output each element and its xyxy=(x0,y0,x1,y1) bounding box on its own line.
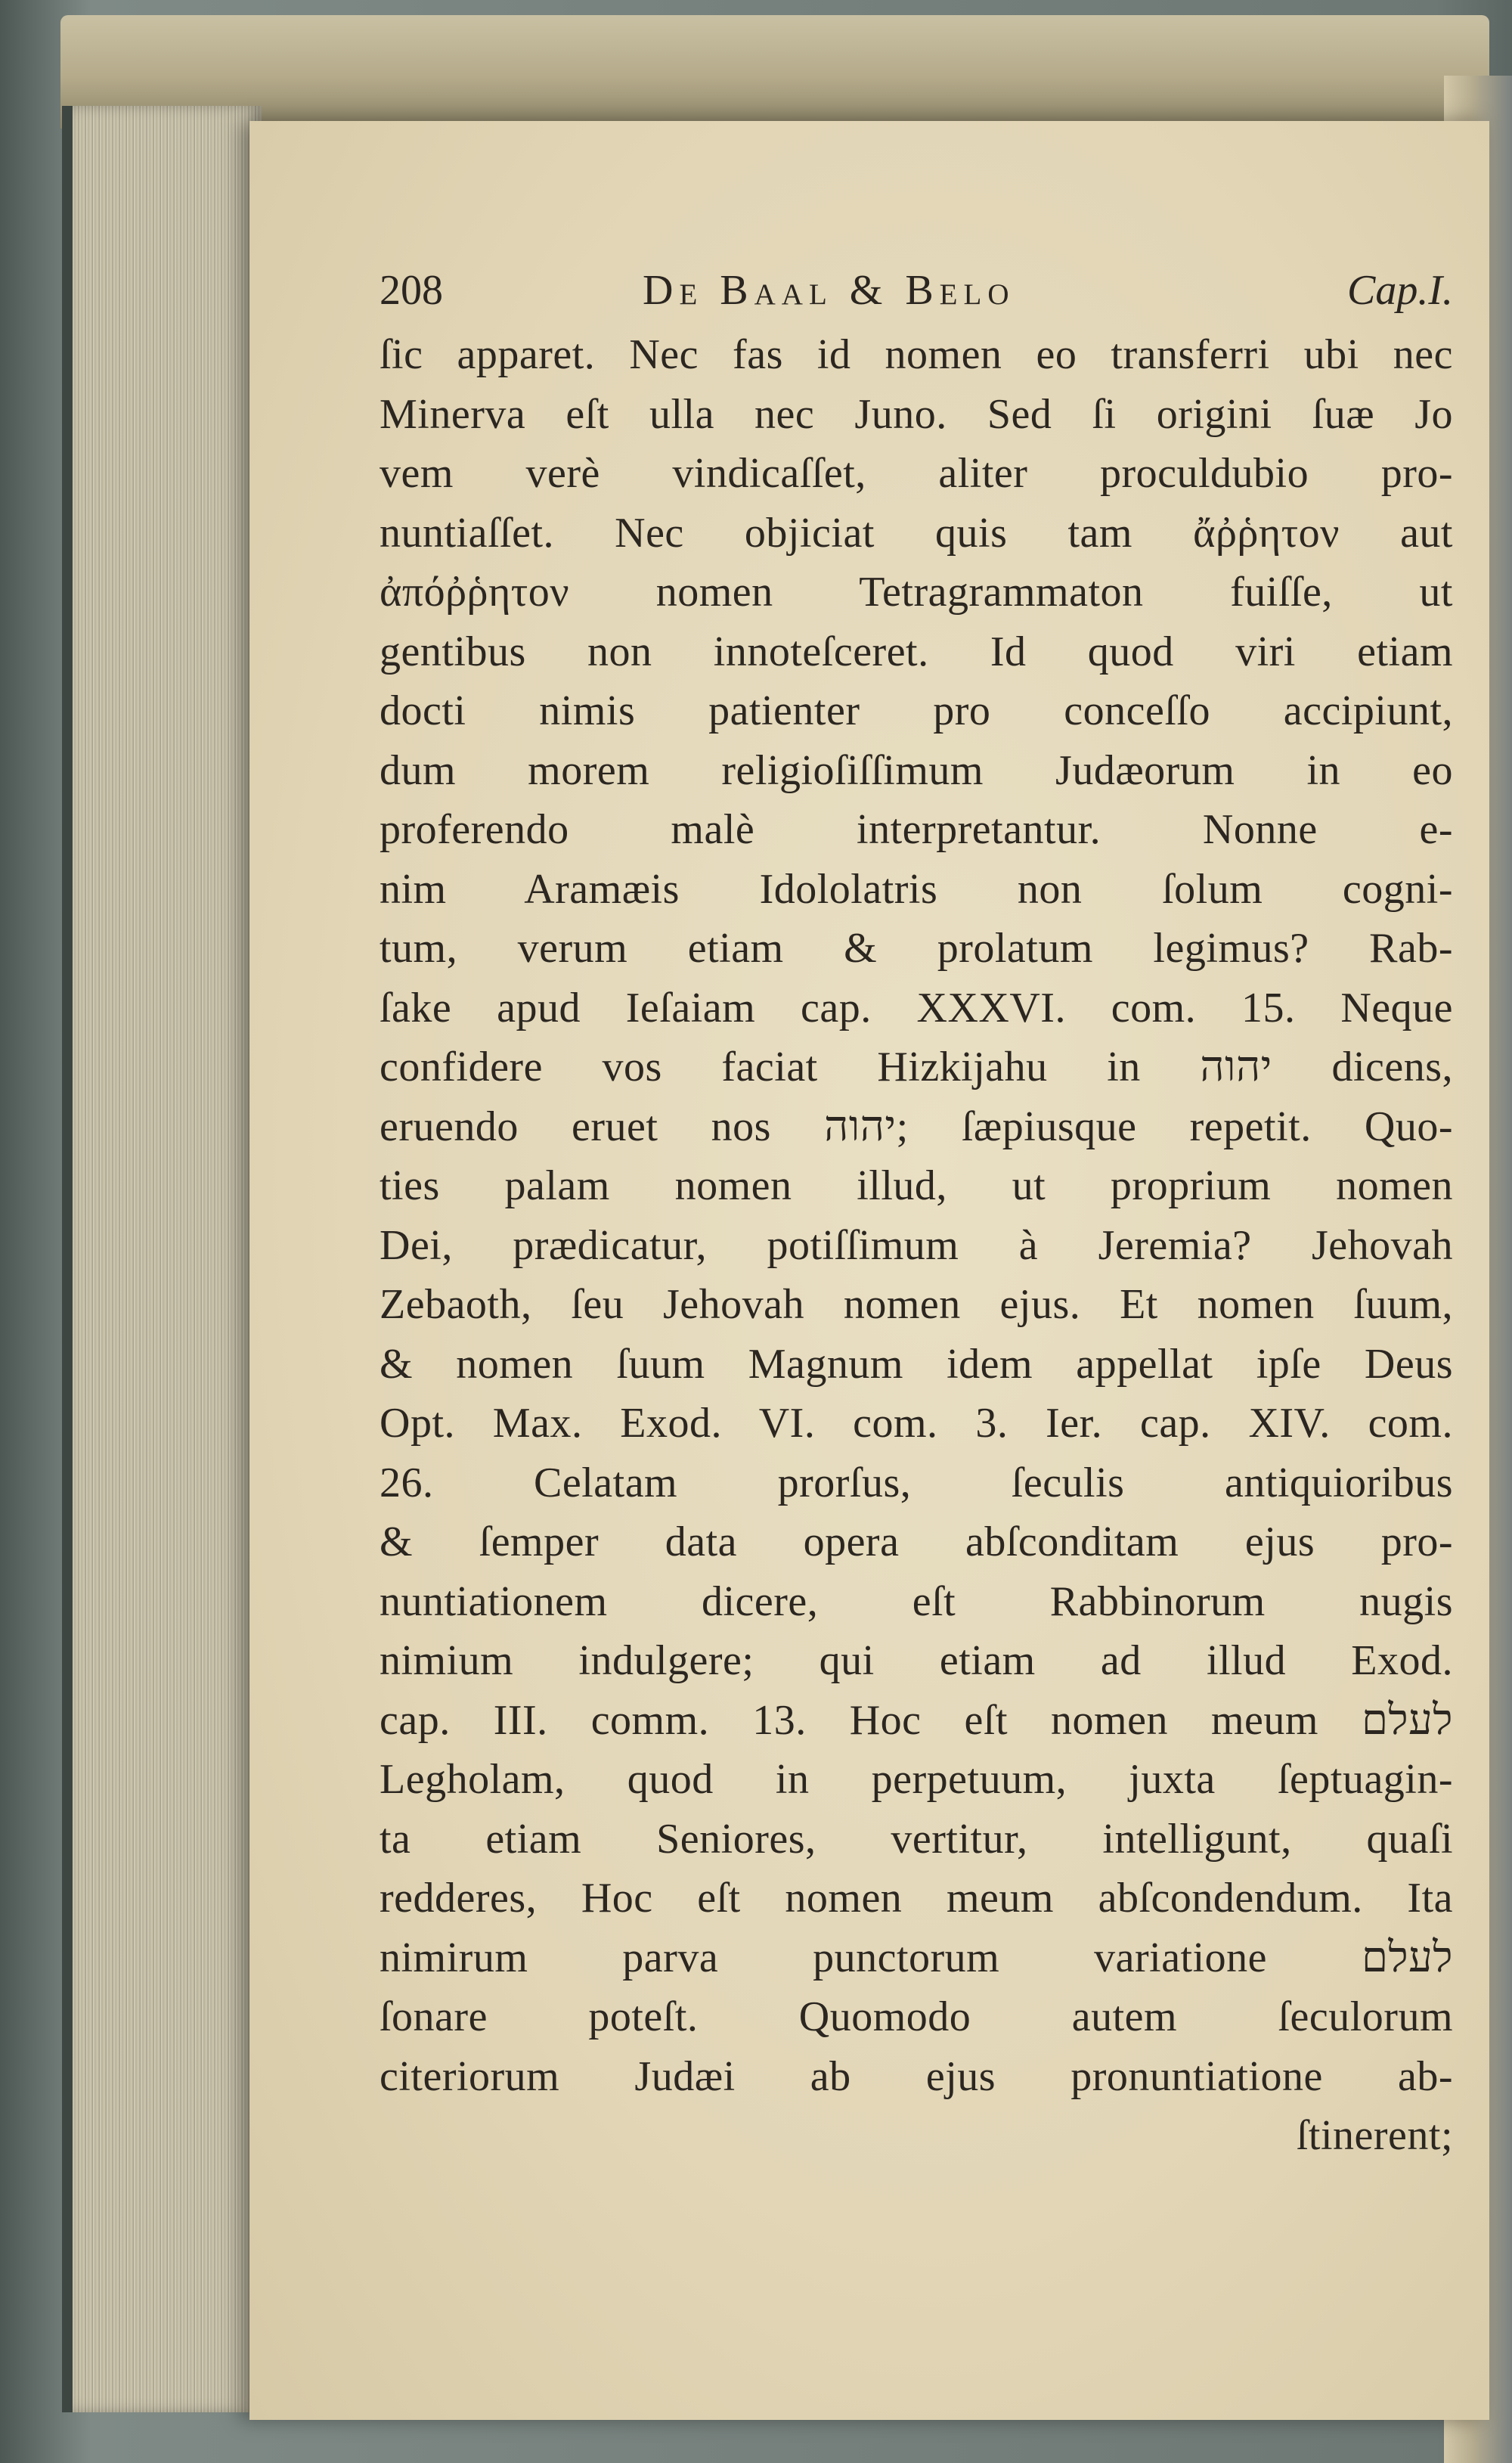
text-line: cap. III. comm. 13. Hoc eſt nomen meum לעלם xyxy=(380,1696,1453,1744)
text-line: ſake apud Ieſaiam cap. XXXVI. com. 15. Neque xyxy=(380,984,1453,1031)
text-line-last: ſtinerent; xyxy=(1296,2112,1453,2159)
text-line: Dei, prædicatur, potiſſimum à Jeremia? Jehovah xyxy=(380,1221,1453,1269)
text-line: 26. Celatam prorſus, ſeculis antiquioribus xyxy=(380,1459,1453,1506)
text-line: eruendo eruet nos יהוה; ſæpiusque repetit. Quo- xyxy=(380,1103,1453,1150)
text-line: ta etiam Seniores, vertitur, intelligunt, quaſi xyxy=(380,1815,1453,1863)
text-line: confidere vos faciat Hizkijahu in יהוה dicens, xyxy=(380,1044,1453,1090)
text-line: & ſemper data opera abſconditam ejus pro- xyxy=(380,1518,1453,1565)
text-line: ἀπόῤῥητον nomen Tetragrammaton fuiſſe, ut xyxy=(380,569,1453,616)
text-line: Zebaoth, ſeu Jehovah nomen ejus. Et nomen ſuum, xyxy=(380,1281,1453,1328)
text-line: docti nimis patienter pro conceſſo accipiunt, xyxy=(380,687,1453,734)
page-edges xyxy=(62,106,262,2412)
text-line: & nomen ſuum Magnum idem appellat ipſe Deus xyxy=(380,1340,1453,1388)
page-number: 208 xyxy=(380,267,443,314)
text-line: ſonare poteſt. Quomodo autem ſeculorum xyxy=(380,1993,1453,2040)
text-line: nimium indulgere; qui etiam ad illud Exod. xyxy=(380,1637,1453,1684)
text-line: proferendo malè interpretantur. Nonne e- xyxy=(380,806,1453,853)
text-line: gentibus non innoteſceret. Id quod viri etiam xyxy=(380,628,1453,675)
text-line: Opt. Max. Exod. VI. com. 3. Ier. cap. XIV. com. xyxy=(380,1400,1453,1447)
text-line: tum, verum etiam & prolatum legimus? Rab- xyxy=(380,925,1453,972)
running-title: De Baal & Belo xyxy=(643,267,1015,314)
text-line: nim Aramæis Idololatris non ſolum cogni- xyxy=(380,865,1453,913)
text-line: citeriorum Judæi ab ejus pronuntiatione ab- xyxy=(380,2052,1453,2100)
body-text xyxy=(380,325,1453,2166)
page-header xyxy=(380,266,1453,327)
text-line: vem verè vindicaſſet, aliter proculdubio pro- xyxy=(380,450,1453,497)
text-line: nuntiaſſet. Nec objiciat quis tam ἄῤῥητον aut xyxy=(380,509,1453,557)
text-line: Minerva eſt ulla nec Juno. Sed ſi origini ſuæ Jo xyxy=(380,390,1453,438)
text-line: dum morem religioſiſſimum Judæorum in eo xyxy=(380,746,1453,794)
book-cover-top xyxy=(60,15,1489,129)
text-line: nimirum parva punctorum variatione לעלם xyxy=(380,1934,1453,1981)
text-line: Legholam, quod in perpetuum, juxta ſeptuagin- xyxy=(380,1756,1453,1803)
text-line: ſic apparet. Nec fas id nomen eo transferri ubi nec xyxy=(380,331,1453,378)
text-line: redderes, Hoc eſt nomen meum abſcondendum. Ita xyxy=(380,1875,1453,1922)
text-line: nuntiationem dicere, eſt Rabbinorum nugis xyxy=(380,1577,1453,1625)
text-line: ties palam nomen illud, ut proprium nomen xyxy=(380,1162,1453,1209)
chapter-label: Cap.I. xyxy=(1347,267,1453,314)
